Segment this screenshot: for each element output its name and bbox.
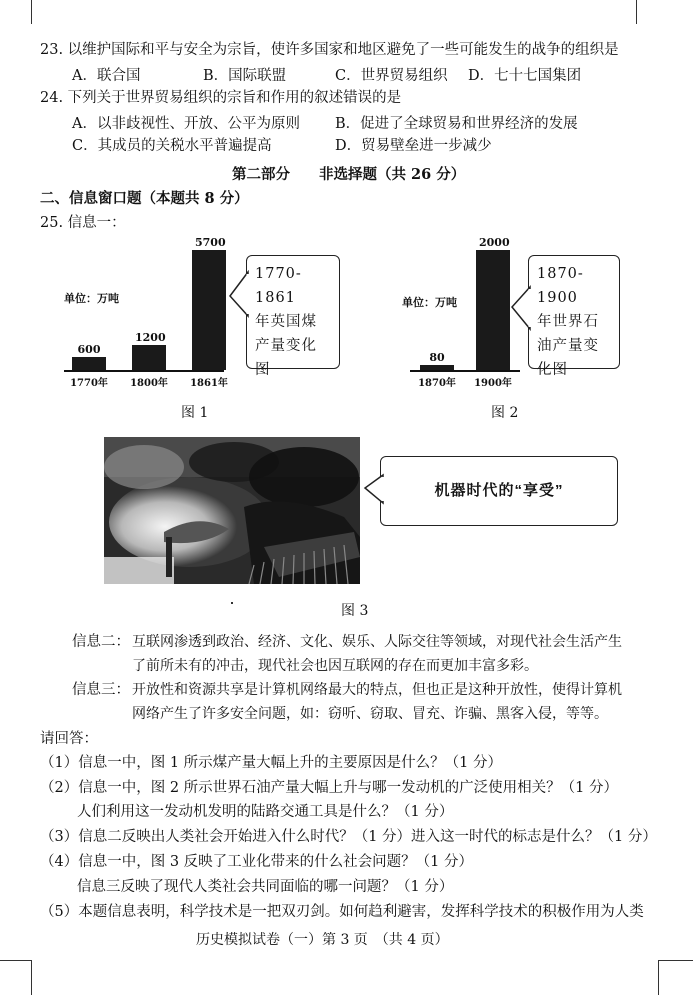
question-25-label: 25. 信息一：: [40, 215, 126, 231]
crop-mark: [31, 0, 32, 24]
callout-line: 年英国煤: [255, 314, 317, 330]
info-3-label: 信息三：: [72, 682, 130, 698]
figure-3-photo: [104, 437, 360, 584]
crop-mark: [636, 0, 637, 24]
chart-x-tick-label: 1800年: [130, 378, 168, 389]
info-2-line-2: 了前所未有的冲击，现代社会也因互联网的存在而更加丰富多彩。: [132, 658, 538, 674]
chart-x-tick-label: 1870年: [418, 378, 456, 389]
callout-line: 年世界石: [537, 314, 599, 330]
callout-line: 化图: [537, 362, 568, 378]
q23-option-c: C．世界贸易组织: [335, 68, 448, 84]
figure-2-unit: 单位：万吨: [402, 296, 457, 309]
figure-2-callout-pointer: [510, 285, 532, 335]
chart-x-tick-label: 1900年: [474, 378, 512, 389]
q24-option-b: B．促进了全球贸易和世界经济的发展: [335, 116, 578, 132]
chart-x-tick-label: 1770年: [70, 378, 108, 389]
q24-option-c: C．其成员的关税水平普遍提高: [72, 138, 272, 154]
chart-data-label: 5700: [195, 236, 226, 249]
info-2-line-1: 互联网渗透到政治、经济、文化、娱乐、人际交往等领域，对现代社会生活产生: [132, 634, 622, 650]
sub-question-4b: 信息三反映了现代人类社会共同面临的哪一问题？（1 分）: [77, 879, 454, 895]
figure-3-callout-pointer: [363, 473, 385, 507]
figure-1-callout-pointer: [228, 270, 250, 320]
page-footer: 历史模拟试卷（一）第 3 页 （共 4 页）: [196, 932, 449, 948]
figure-2-callout: [528, 255, 620, 378]
sub-question-4: （4）信息一中，图 3 反映了工业化带来的什么社会问题？（1 分）: [40, 854, 474, 870]
crop-mark: [658, 960, 693, 961]
question-23-stem: 23. 以维护国际和平与安全为宗旨，使许多国家和地区避免了一些可能发生的战争的组织是: [40, 42, 619, 58]
chart-data-label: 1200: [135, 331, 166, 344]
crop-mark: [31, 960, 32, 995]
info-3-line-1: 开放性和资源共享是计算机网络最大的特点，但也正是这种开放性，使得计算机: [132, 682, 622, 698]
chart-data-label: 2000: [479, 236, 510, 249]
figure-3-caption: 图 3: [341, 603, 369, 619]
sub-question-3: （3）信息二反映出人类社会开始进入什么时代？（1 分）进入这一时代的标志是什么？（1 分）: [40, 829, 657, 845]
q23-option-d: D．七十七国集团: [468, 68, 582, 84]
callout-line: 1770-1861: [255, 266, 302, 306]
figure-2-caption: 图 2: [491, 405, 519, 421]
sub-question-1: （1）信息一中，图 1 所示煤产量大幅上升的主要原因是什么？（1 分）: [40, 755, 503, 771]
q23-option-a: A．联合国: [72, 68, 141, 84]
part-2-title: 第二部分 非选择题（共 26 分）: [232, 166, 466, 183]
figure-3-callout: [380, 456, 618, 526]
sub-question-2: （2）信息一中，图 2 所示世界石油产量大幅上升与哪一发动机的广泛使用相关？（1 分）: [40, 780, 619, 796]
figure-1-baseline: [64, 370, 224, 372]
answer-prompt: 请回答：: [40, 731, 98, 747]
chart-data-label: 600: [77, 343, 101, 356]
question-24-stem: 24. 下列关于世界贸易组织的宗旨和作用的叙述错误的是: [40, 90, 402, 106]
figure-2-baseline: [410, 370, 520, 372]
q23-option-b: B．国际联盟: [203, 68, 287, 84]
chart-bar: [192, 250, 226, 370]
section-2-title: 二、信息窗口题（本题共 8 分）: [40, 190, 249, 207]
crop-mark: [658, 960, 659, 995]
stray-dot: [231, 602, 233, 604]
q24-option-a: A．以非歧视性、开放、公平为原则: [72, 116, 300, 132]
callout-line: 油产量变: [537, 338, 599, 354]
figure-3-callout-text: 机器时代的“享受”: [434, 482, 564, 499]
callout-line: 1870-1900: [537, 266, 584, 306]
info-3-line-2: 网络产生了许多安全问题，如：窃听、窃取、冒充、诈骗、黑客入侵，等等。: [132, 706, 608, 722]
figure-1-callout: [246, 255, 340, 378]
sub-question-5: （5）本题信息表明，科学技术是一把双刃剑。如何趋利避害，发挥科学技术的积极作用为人类: [40, 904, 644, 920]
chart-x-tick-label: 1861年: [190, 378, 228, 389]
callout-line: 图: [255, 362, 271, 378]
crop-mark: [0, 960, 31, 961]
chart-bar: [476, 250, 510, 370]
chart-data-label: 80: [429, 351, 445, 364]
callout-line: 产量变化: [255, 338, 317, 354]
figure-1-caption: 图 1: [181, 405, 209, 421]
q24-option-d: D．贸易壁垒进一步减少: [335, 138, 492, 154]
figure-1-unit: 单位：万吨: [64, 292, 119, 305]
sub-question-2b: 人们利用这一发动机发明的陆路交通工具是什么？（1 分）: [77, 804, 454, 820]
info-2-label: 信息二：: [72, 634, 130, 650]
chart-bar: [72, 357, 106, 370]
chart-bar: [132, 345, 166, 370]
